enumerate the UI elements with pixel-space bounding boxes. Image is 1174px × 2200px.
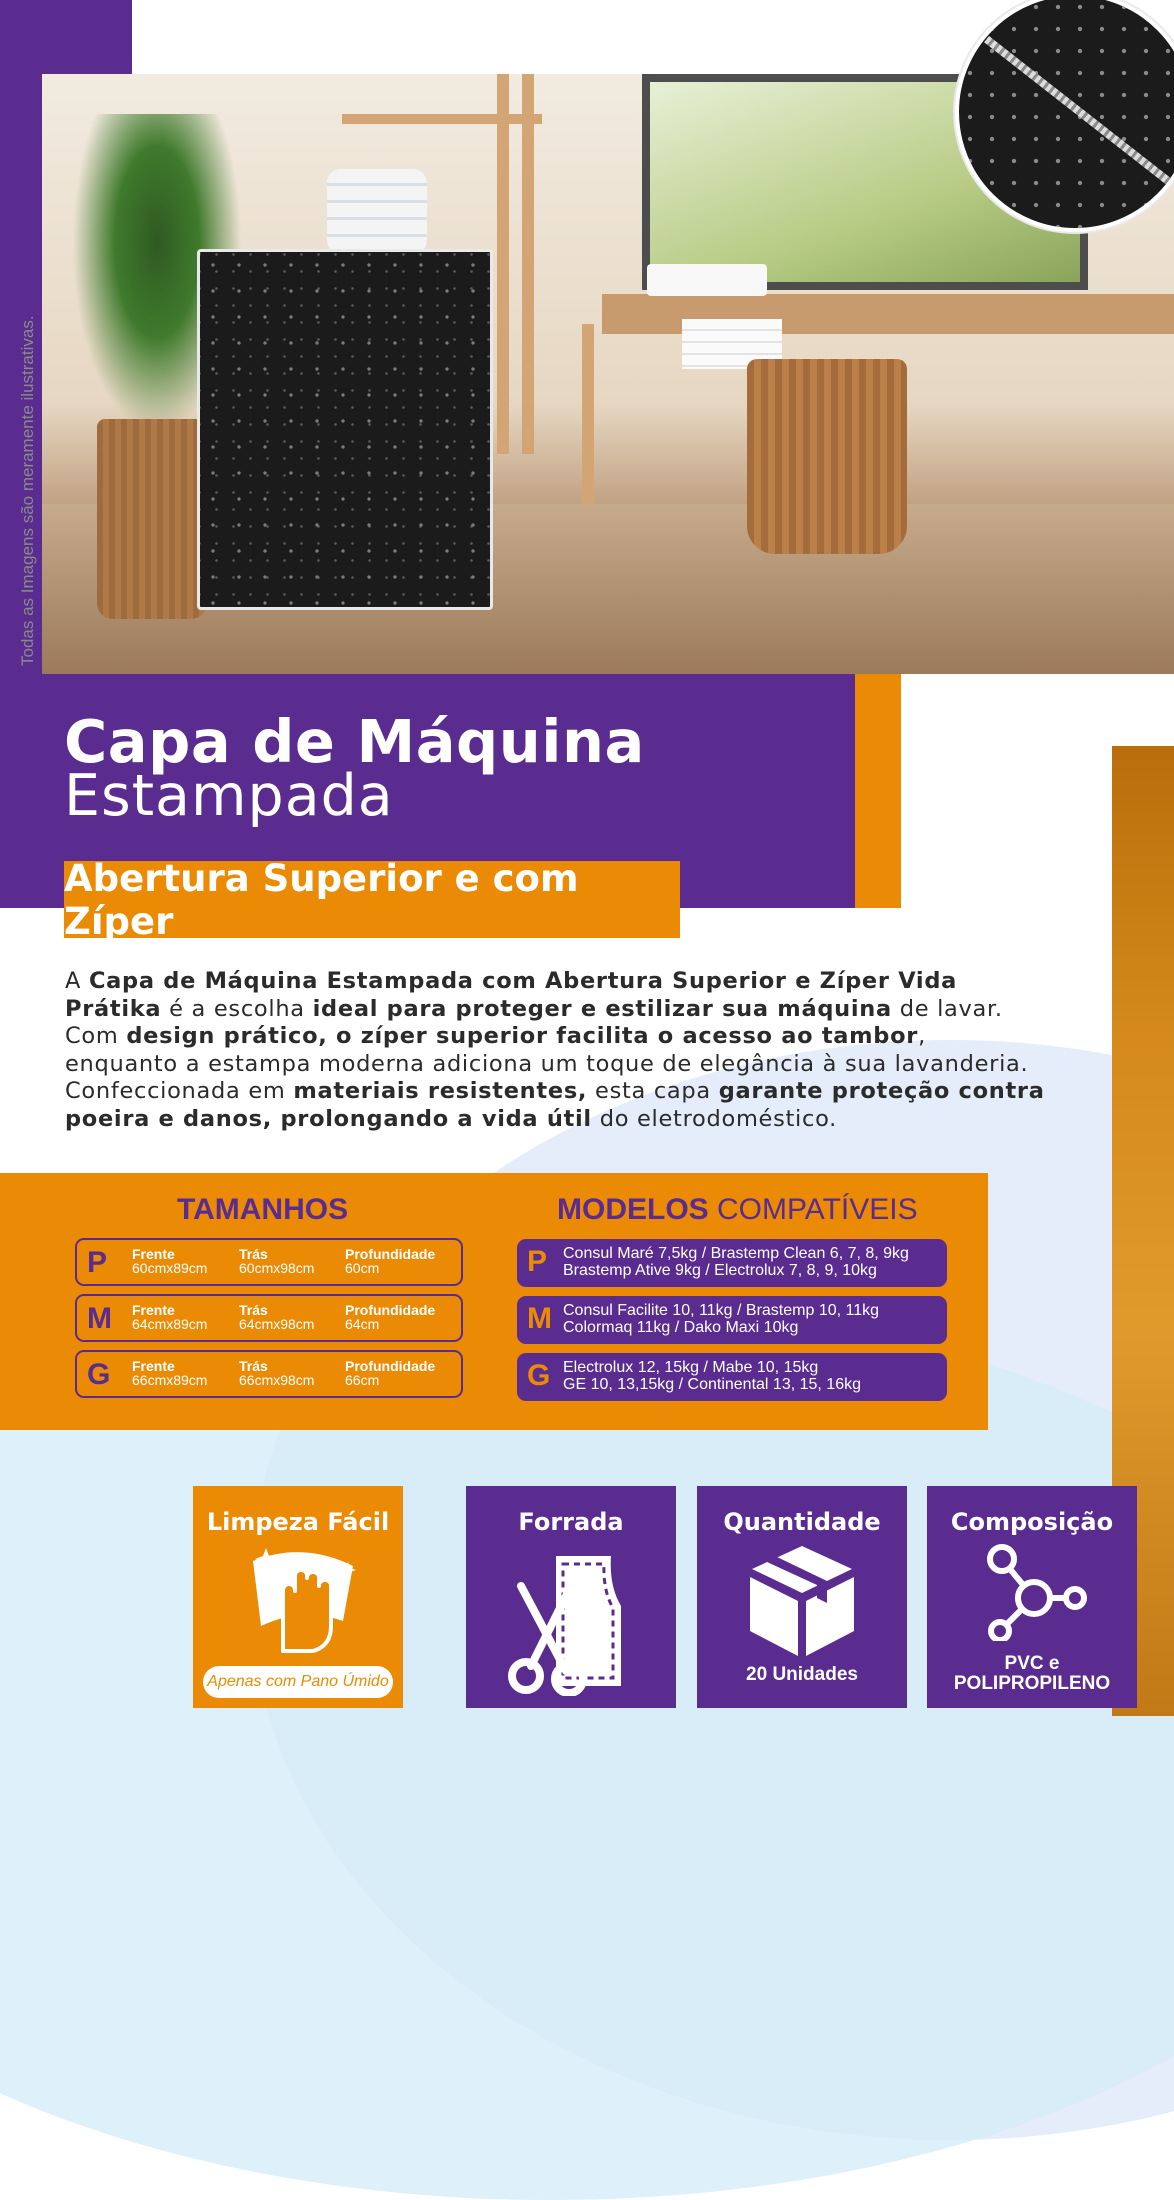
size-depth-label: Profundidade — [345, 1246, 436, 1262]
shelf — [522, 74, 534, 454]
size-back-label: Trás — [239, 1246, 268, 1262]
description-text: é a escolha — [161, 995, 313, 1022]
product-title-sub: Estampada — [64, 763, 394, 829]
size-front — [132, 1303, 207, 1331]
model-line: Brastemp Ative 9kg / Electrolux 7, 8, 9, 10kg — [563, 1262, 877, 1279]
size-front — [132, 1359, 207, 1387]
size-depth-value: 66cm — [345, 1372, 380, 1388]
subtitle-text: Abertura Superior e com Zíper — [64, 856, 579, 943]
cleaning-note: Apenas com Pano Úmido — [203, 1666, 393, 1698]
model-line: GE 10, 13,15kg / Continental 13, 15, 16kg — [563, 1376, 861, 1393]
hand-cloth-icon — [243, 1546, 363, 1656]
molecule-icon — [972, 1541, 1092, 1641]
composition-line: POLIPROPILENO — [953, 1673, 1111, 1694]
size-back-value: 66cmx98cm — [239, 1372, 315, 1388]
models-title-light: COMPATÍVEIS — [708, 1193, 918, 1226]
shelf — [497, 74, 509, 454]
product-title: Capa de Máquina — [64, 707, 645, 776]
model-row-p — [517, 1239, 947, 1287]
model-list — [563, 1245, 909, 1279]
size-front — [132, 1247, 207, 1275]
size-front-label: Frente — [132, 1358, 175, 1374]
description-text: esta capa — [587, 1078, 719, 1104]
model-row-g — [517, 1353, 947, 1401]
model-line: Colormaq 11kg / Dako Maxi 10kg — [563, 1319, 799, 1336]
size-letter: G — [87, 1358, 111, 1391]
description-highlight: ideal para proteger e estilizar sua máquina — [312, 995, 892, 1022]
description-highlight: Capa de Máquina Estampada com Abertura Superior e Zíper Vida Prátika — [65, 968, 958, 1022]
size-depth-value: 60cm — [345, 1260, 380, 1276]
background-wave — [0, 1300, 1174, 2200]
model-letter: G — [527, 1359, 551, 1392]
description-highlight: materiais resistentes, — [293, 1078, 588, 1104]
size-depth-value: 64cm — [345, 1316, 380, 1332]
size-back-value: 60cmx98cm — [239, 1260, 315, 1276]
model-list — [563, 1359, 861, 1393]
size-back — [239, 1303, 314, 1331]
shelf — [582, 324, 594, 524]
feature-title: Limpeza Fácil — [206, 1508, 390, 1536]
model-letter: M — [527, 1302, 552, 1335]
size-row-p — [75, 1238, 463, 1286]
size-back — [239, 1359, 314, 1387]
size-letter: M — [87, 1302, 112, 1335]
cover-pattern — [959, 0, 1174, 228]
description-text: A — [65, 968, 89, 994]
description-highlight: garante proteção contra poeira e danos, prolongando a vida útil — [65, 1078, 1045, 1132]
size-back-label: Trás — [239, 1358, 268, 1374]
model-letter: P — [527, 1245, 548, 1278]
feature-card-lined — [466, 1486, 676, 1708]
size-front-label: Frente — [132, 1246, 175, 1262]
box-icon — [742, 1541, 862, 1661]
specs-panel — [0, 1173, 988, 1430]
plant-basket — [97, 419, 207, 619]
models-title — [557, 1193, 918, 1227]
laundry-basket — [747, 359, 907, 554]
composition-line: PVC e — [1004, 1653, 1060, 1674]
subtitle-badge — [64, 856, 680, 943]
feature-title: Quantidade — [723, 1508, 881, 1536]
sink — [647, 264, 767, 296]
size-front-value: 64cmx89cm — [132, 1316, 208, 1332]
size-depth — [345, 1359, 435, 1387]
model-row-m — [517, 1296, 947, 1344]
composition-value — [927, 1654, 1137, 1694]
size-row-m — [75, 1294, 463, 1342]
cover-pattern — [200, 252, 490, 607]
size-row-g — [75, 1350, 463, 1398]
scissors-pattern-icon — [501, 1546, 641, 1696]
shelf — [342, 114, 542, 124]
model-line: Consul Maré 7,5kg / Brastemp Clean 6, 7, 8, 9kg — [563, 1245, 909, 1262]
covered-washing-machine — [197, 249, 493, 610]
feature-card-composition — [927, 1486, 1137, 1708]
size-depth — [345, 1247, 435, 1275]
title-accent — [855, 674, 901, 908]
feature-title: Composição — [950, 1508, 1114, 1536]
description-text: , enquanto a estampa moderna adiciona um toque de elegância à sua lavanderia. Confeccionada em — [65, 1023, 1029, 1104]
size-back — [239, 1247, 314, 1275]
feature-title: Forrada — [518, 1508, 624, 1536]
disclaimer-text: Todas as Imagens são meramente ilustrativas. — [18, 315, 37, 666]
product-description — [65, 968, 1045, 1133]
description-highlight: design prático, o zíper superior facilita o acesso ao tambor — [126, 1023, 919, 1049]
zipper-detail-zoom — [955, 0, 1174, 232]
model-line: Consul Facilite 10, 11kg / Brastemp 10, 11kg — [563, 1302, 880, 1319]
feature-card-cleaning — [193, 1486, 403, 1708]
folded-towels — [327, 169, 427, 254]
model-line: Electrolux 12, 15kg / Mabe 10, 15kg — [563, 1359, 819, 1376]
size-back-label: Trás — [239, 1302, 268, 1318]
size-front-value: 66cmx89cm — [132, 1372, 208, 1388]
size-depth-label: Profundidade — [345, 1302, 436, 1318]
models-title-bold: MODELOS — [557, 1193, 709, 1226]
size-letter: P — [87, 1246, 108, 1279]
model-list — [563, 1302, 879, 1336]
sizes-title: TAMANHOS — [177, 1193, 349, 1226]
size-front-value: 60cmx89cm — [132, 1260, 208, 1276]
quantity-value: 20 Unidades — [746, 1664, 858, 1685]
description-text: de lavar. Com — [65, 995, 1003, 1049]
size-depth-label: Profundidade — [345, 1358, 436, 1374]
size-depth — [345, 1303, 435, 1331]
size-back-value: 64cmx98cm — [239, 1316, 315, 1332]
description-text: do eletrodoméstico. — [591, 1105, 837, 1132]
feature-card-quantity — [697, 1486, 907, 1708]
size-front-label: Frente — [132, 1302, 175, 1318]
